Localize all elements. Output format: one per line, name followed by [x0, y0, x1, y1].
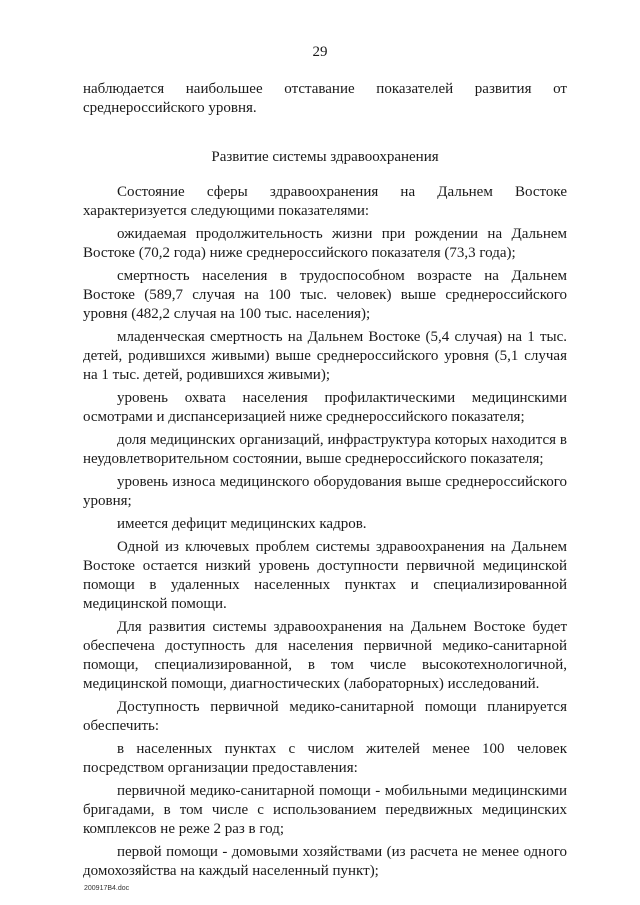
- list-item: в населенных пунктах с числом жителей менее 100 человек посредством организации предоставления:: [83, 741, 567, 776]
- list-item: доля медицинских организаций, инфраструктура которых находится в неудовлетворительном состоянии, выше среднероссийского показателя;: [83, 432, 567, 467]
- page-number: 29: [312, 44, 328, 60]
- document-body: [83, 80, 567, 885]
- list-item: первой помощи - домовыми хозяйствами (из расчета не менее одного домохозяйства на каждый населенный пункт);: [83, 844, 567, 879]
- paragraph: Состояние сферы здравоохранения на Дальнем Востоке характеризуется следующими показателями:: [83, 184, 567, 219]
- paragraph: Одной из ключевых проблем системы здравоохранения на Дальнем Востоке остается низкий уровень доступности первичной медицинской помощи в удаленных населенных пунктах и специализированной медицинской помощи.: [83, 539, 567, 612]
- paragraph: наблюдается наибольшее отставание показателей развития от среднероссийского уровня.: [83, 81, 567, 116]
- list-item: уровень охвата населения профилактическими медицинскими осмотрами и диспансеризацией ниже среднероссийского показателя;: [83, 390, 567, 425]
- list-item: смертность населения в трудоспособном возрасте на Дальнем Востоке (589,7 случая на 100 тыс. человек) выше среднероссийского уровня (482,2 случая на 100 тыс. населения);: [83, 268, 567, 322]
- list-item: ожидаемая продолжительность жизни при рождении на Дальнем Востоке (70,2 года) ниже среднероссийского показателя (73,3 года);: [83, 226, 567, 261]
- section-heading: Развитие системы здравоохранения: [211, 149, 439, 165]
- list-item: первичной медико-санитарной помощи - мобильными медицинскими бригадами, в том числе с использованием передвижных медицинских комплексов не реже 2 раз в год;: [83, 783, 567, 837]
- list-item: имеется дефицит медицинских кадров.: [117, 516, 367, 532]
- footer-filename: 200917В4.doc: [84, 885, 130, 892]
- list-item: уровень износа медицинского оборудования выше среднероссийского уровня;: [83, 474, 567, 509]
- paragraph: Доступность первичной медико-санитарной помощи планируется обеспечить:: [83, 699, 567, 734]
- paragraph: Для развития системы здравоохранения на Дальнем Востоке будет обеспечена доступность для населения первичной медико-санитарной помощи, специализированной, в том числе высокотехнологичной, медицинской помощи, диагностических (лабораторных) исследований.: [83, 619, 567, 692]
- list-item: младенческая смертность на Дальнем Востоке (5,4 случая) на 1 тыс. детей, родившихся живыми) выше среднероссийского уровня (5,1 случая на 1 тыс. детей, родившихся живыми);: [83, 329, 567, 383]
